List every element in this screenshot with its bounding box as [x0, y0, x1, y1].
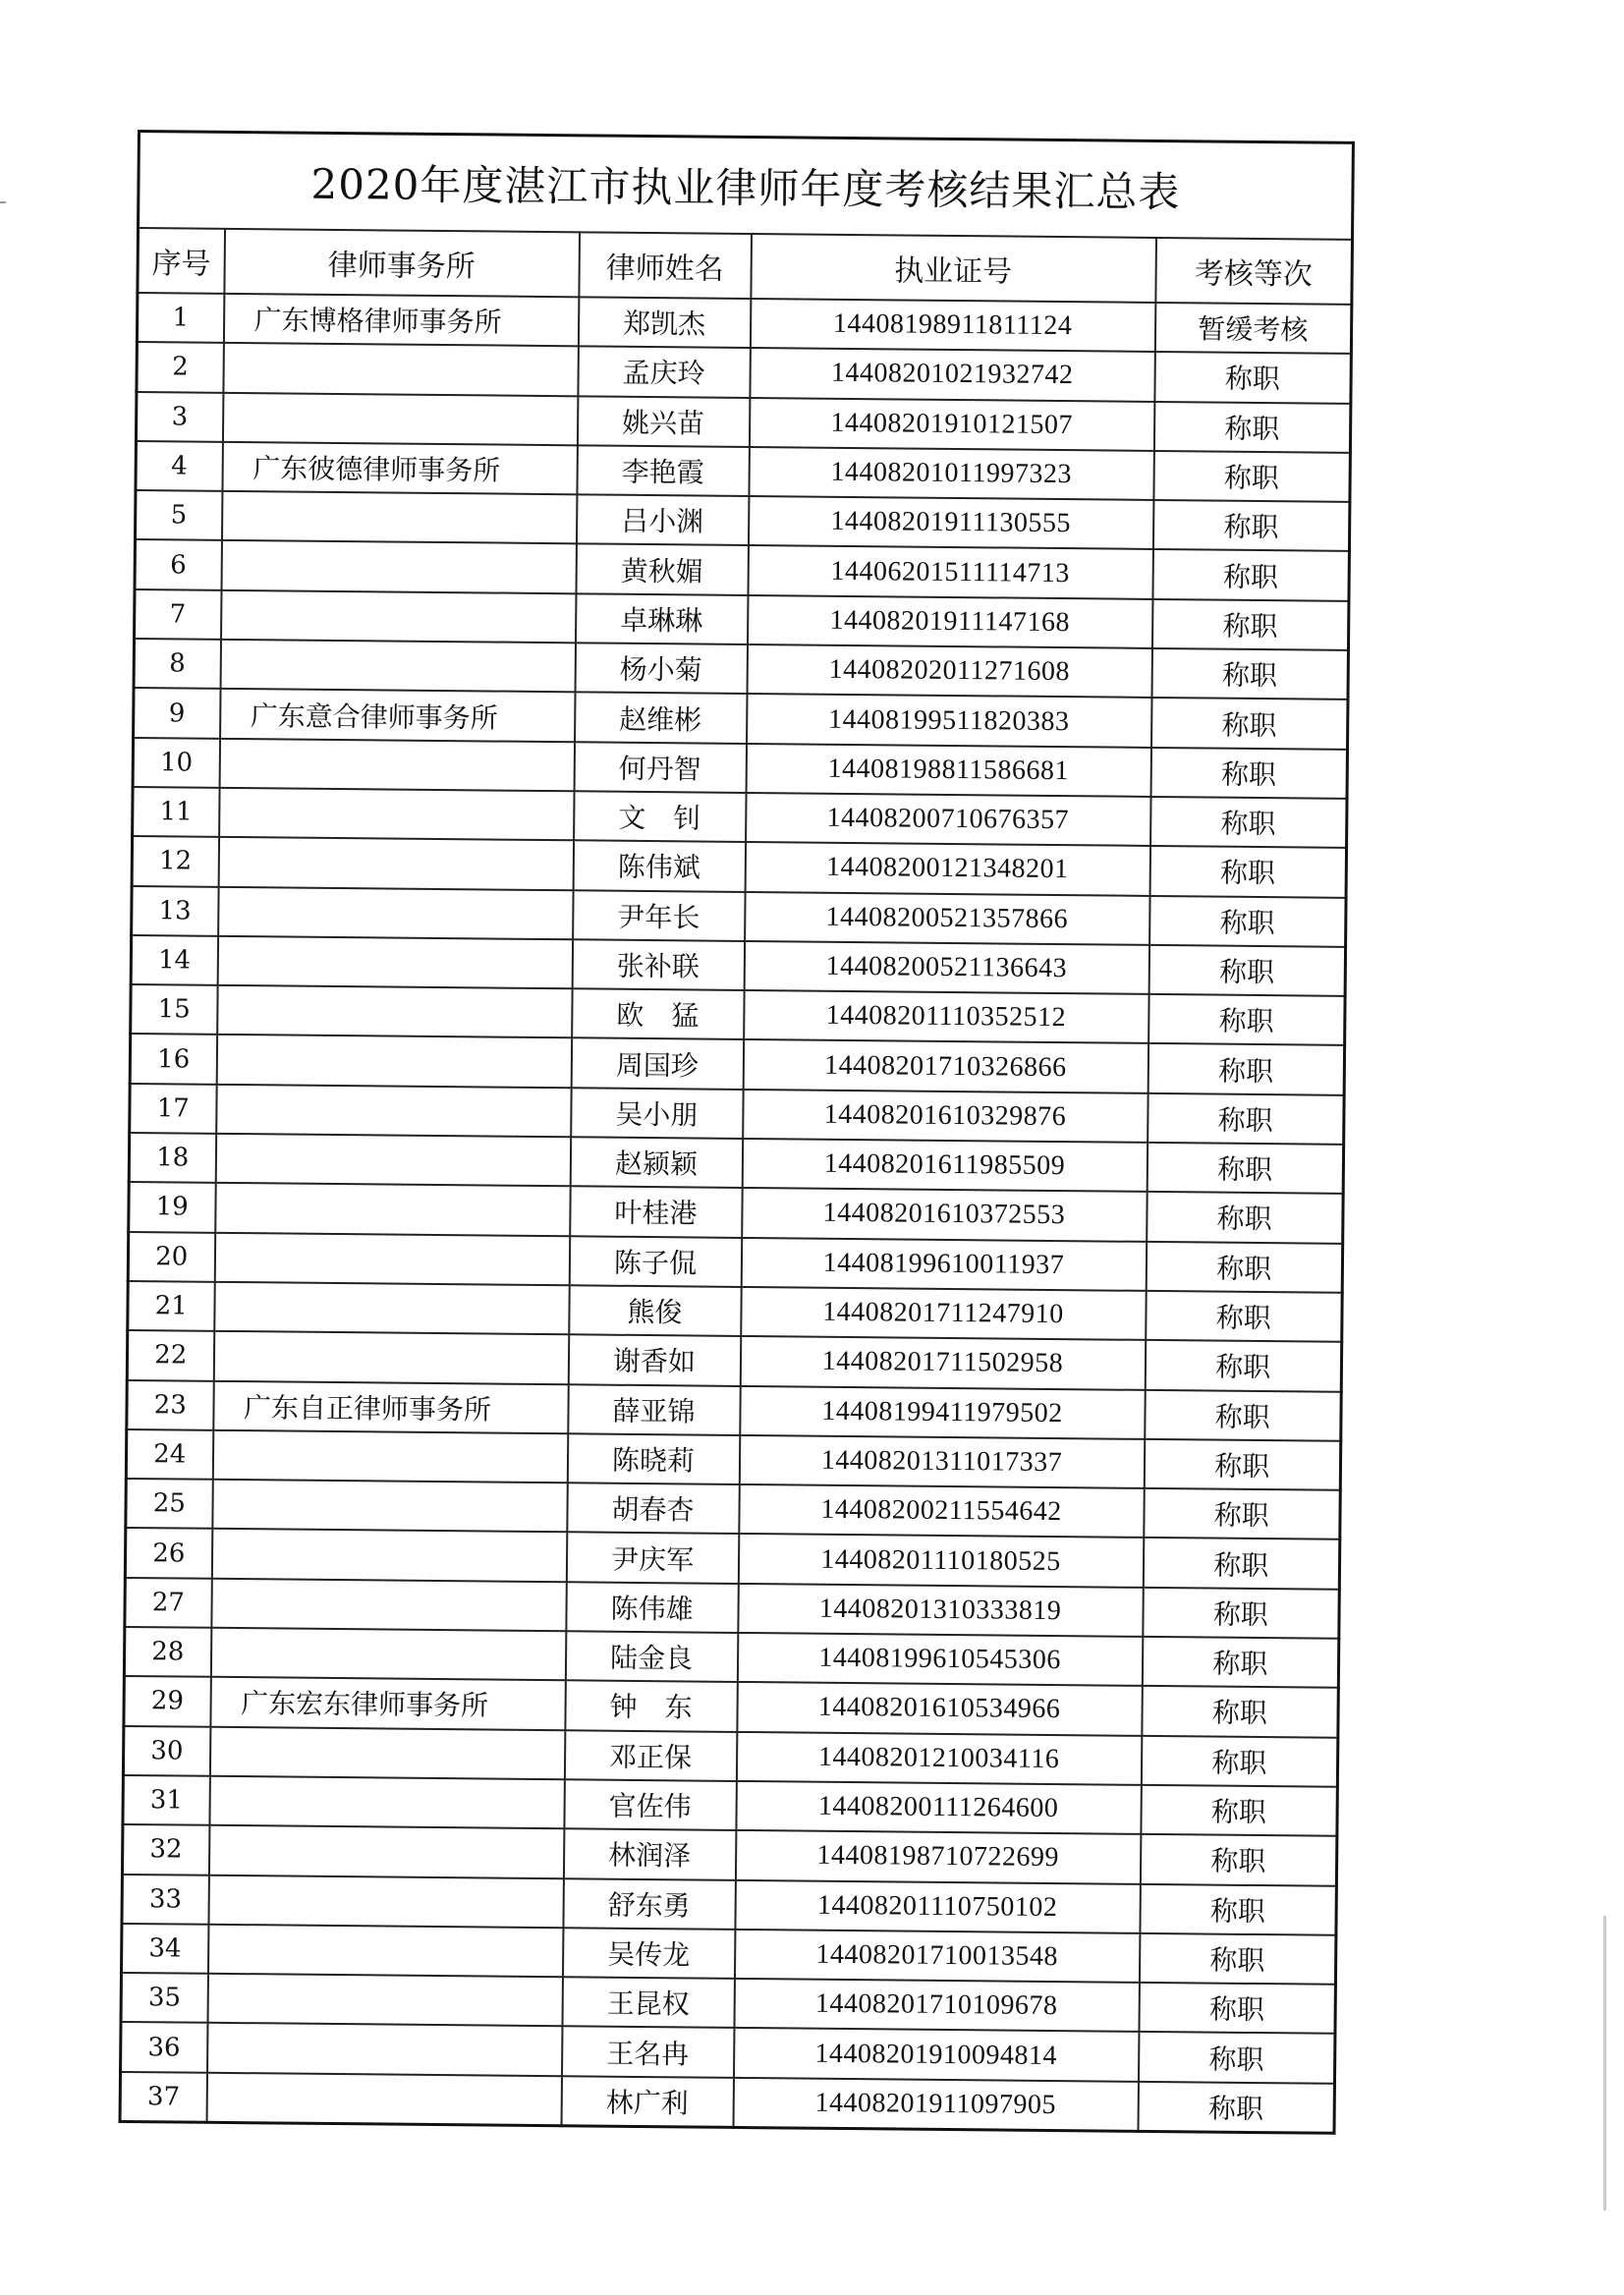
- row-seq: 25: [126, 1479, 212, 1529]
- row-lawyer-name: 胡春杏: [567, 1483, 739, 1534]
- row-license-number: 14408198811586681: [746, 744, 1150, 797]
- row-grade: 称职: [1140, 1834, 1336, 1885]
- row-grade: 称职: [1138, 2032, 1334, 2083]
- row-seq: 19: [129, 1182, 215, 1232]
- row-firm: 广东彼德律师事务所: [222, 442, 577, 495]
- row-firm: [210, 1628, 565, 1681]
- row-lawyer-name: 王昆权: [562, 1977, 734, 2028]
- row-seq: 5: [135, 490, 221, 540]
- row-lawyer-name: 薛亚锦: [568, 1384, 740, 1435]
- row-firm: [222, 392, 577, 445]
- row-grade: 称职: [1150, 748, 1347, 799]
- row-firm: 广东自正律师事务所: [213, 1380, 568, 1433]
- row-grade: 称职: [1147, 1143, 1343, 1194]
- row-seq: 20: [128, 1232, 214, 1282]
- row-firm: [211, 1529, 566, 1582]
- row-grade: 称职: [1138, 2082, 1334, 2134]
- row-firm: [212, 1430, 567, 1483]
- row-lawyer-name: 黄秋媚: [576, 544, 748, 595]
- row-grade: 称职: [1149, 846, 1346, 897]
- row-seq: 4: [136, 441, 222, 491]
- row-seq: 17: [130, 1084, 216, 1134]
- row-lawyer-name: 陆金良: [565, 1631, 737, 1682]
- row-grade: 称职: [1153, 402, 1350, 453]
- row-seq: 31: [123, 1775, 209, 1825]
- row-grade: 称职: [1141, 1785, 1337, 1836]
- row-license-number: 14408201911147168: [747, 595, 1151, 648]
- row-firm: [207, 1925, 562, 1978]
- row-seq: 37: [120, 2072, 206, 2123]
- row-firm: [217, 985, 572, 1038]
- row-lawyer-name: 吴传龙: [562, 1928, 734, 1979]
- row-firm: [215, 1183, 570, 1236]
- row-seq: 7: [135, 589, 221, 640]
- row-lawyer-name: 李艳霞: [577, 445, 749, 496]
- row-grade: 称职: [1152, 500, 1349, 551]
- row-firm: [206, 2072, 561, 2125]
- row-license-number: 14408198710722699: [735, 1830, 1140, 1883]
- row-seq: 3: [136, 392, 222, 442]
- row-firm: [219, 739, 574, 792]
- row-firm: [221, 590, 576, 644]
- row-license-number: 14408199610545306: [737, 1633, 1142, 1686]
- scan-edge-mark: [0, 201, 6, 203]
- row-license-number: 14408201610534966: [737, 1682, 1142, 1735]
- row-seq: 26: [125, 1528, 211, 1578]
- row-grade: 称职: [1153, 451, 1350, 502]
- row-firm: [207, 2023, 562, 2076]
- row-seq: 33: [122, 1874, 208, 1924]
- row-firm: [220, 640, 575, 693]
- row-seq: 22: [127, 1330, 213, 1380]
- header-firm: 律师事务所: [224, 229, 580, 297]
- row-firm: [221, 540, 576, 593]
- row-license-number: 14408201710013548: [734, 1930, 1139, 1983]
- row-firm: [209, 1726, 564, 1779]
- row-lawyer-name: 林广利: [561, 2076, 733, 2127]
- row-grade: 称职: [1145, 1389, 1341, 1440]
- row-seq: 18: [129, 1133, 215, 1183]
- row-seq: 35: [121, 1973, 207, 2023]
- row-grade: 称职: [1140, 1883, 1336, 1934]
- row-firm: [218, 837, 573, 890]
- row-firm: [223, 343, 578, 396]
- row-seq: 29: [124, 1676, 210, 1726]
- row-grade: 称职: [1147, 1192, 1343, 1243]
- row-seq: 28: [124, 1627, 210, 1677]
- assessment-table: [119, 130, 1355, 2135]
- row-firm: 广东意合律师事务所: [220, 689, 575, 742]
- row-license-number: 14408201110180525: [738, 1534, 1143, 1587]
- row-seq: 12: [132, 836, 218, 886]
- table-row: [120, 2072, 1334, 2134]
- row-lawyer-name: 陈子侃: [569, 1236, 741, 1287]
- row-license-number: 14408201911130555: [748, 496, 1152, 549]
- row-grade: 称职: [1143, 1538, 1339, 1589]
- row-license-number: 14408202011271608: [747, 644, 1151, 698]
- row-license-number: 14408199610011937: [741, 1238, 1146, 1291]
- row-seq: 9: [134, 688, 220, 738]
- row-grade: 称职: [1148, 1093, 1344, 1145]
- row-grade: 称职: [1151, 599, 1348, 650]
- row-lawyer-name: 钟 东: [565, 1681, 737, 1732]
- row-lawyer-name: 林润泽: [563, 1828, 735, 1879]
- row-firm: 广东博格律师事务所: [223, 294, 578, 347]
- row-firm: 广东宏东律师事务所: [210, 1677, 565, 1730]
- row-lawyer-name: 赵维彬: [575, 693, 747, 744]
- row-lawyer-name: 谢香如: [568, 1335, 740, 1386]
- row-seq: 23: [127, 1379, 213, 1429]
- row-firm: [214, 1232, 569, 1285]
- row-lawyer-name: 尹年长: [573, 890, 745, 941]
- row-license-number: 14408201710326866: [743, 1039, 1148, 1092]
- row-firm: [208, 1825, 563, 1878]
- row-license-number: 14408201711247910: [741, 1287, 1146, 1340]
- header-license: 执业证号: [751, 234, 1156, 303]
- row-lawyer-name: 叶桂港: [570, 1187, 742, 1238]
- row-firm: [218, 886, 573, 939]
- row-license-number: 14408200710676357: [746, 793, 1150, 846]
- row-firm: [213, 1331, 568, 1384]
- table-title: 2020年度湛江市执业律师年度考核结果汇总表: [139, 132, 1354, 240]
- row-lawyer-name: 文 钊: [574, 791, 746, 842]
- row-license-number: 14408201910121507: [749, 398, 1153, 451]
- row-license-number: 14408201910094814: [733, 2028, 1138, 2081]
- row-license-number: 14408200521357866: [745, 892, 1149, 945]
- row-seq: 8: [134, 639, 220, 689]
- row-grade: 称职: [1139, 1983, 1335, 2034]
- header-row: [138, 228, 1353, 305]
- row-license-number: 14408200211554642: [739, 1484, 1144, 1538]
- row-license-number: 14408201210034116: [736, 1732, 1141, 1785]
- row-grade: 称职: [1141, 1735, 1337, 1786]
- header-seq: 序号: [138, 228, 225, 294]
- row-lawyer-name: 吕小渊: [576, 494, 748, 545]
- table-body: [120, 293, 1352, 2133]
- row-license-number: 14408199411979502: [740, 1385, 1145, 1438]
- row-lawyer-name: 姚兴苗: [577, 396, 749, 447]
- row-lawyer-name: 欧 猛: [572, 988, 744, 1039]
- row-grade: 称职: [1145, 1340, 1341, 1391]
- row-lawyer-name: 王名冉: [562, 2027, 734, 2078]
- row-seq: 24: [126, 1429, 212, 1480]
- row-license-number: 14408201911097905: [733, 2078, 1138, 2132]
- row-firm: [211, 1579, 566, 1632]
- row-license-number: 14408201611985509: [742, 1139, 1147, 1192]
- row-lawyer-name: 尹庆军: [566, 1533, 738, 1584]
- row-lawyer-name: 张补联: [572, 939, 744, 990]
- row-seq: 11: [133, 787, 219, 837]
- row-seq: 16: [130, 1034, 216, 1084]
- row-lawyer-name: 郑凯杰: [578, 297, 750, 348]
- row-grade: 称职: [1151, 648, 1348, 700]
- row-grade: 称职: [1148, 945, 1345, 996]
- row-grade: 称职: [1148, 1043, 1344, 1094]
- row-grade: 称职: [1142, 1686, 1338, 1737]
- row-seq: 34: [121, 1924, 207, 1974]
- row-grade: 称职: [1154, 352, 1351, 403]
- row-lawyer-name: 官佐伟: [564, 1779, 736, 1830]
- row-grade: 称职: [1146, 1242, 1342, 1293]
- results-sheet: [119, 130, 1352, 2135]
- row-seq: 1: [137, 293, 223, 343]
- row-license-number: 14408200121348201: [745, 842, 1149, 895]
- row-license-number: 14408200111264600: [736, 1781, 1141, 1834]
- row-seq: 13: [132, 886, 218, 936]
- row-license-number: 14406201511114713: [748, 545, 1152, 598]
- row-lawyer-name: 何丹智: [574, 742, 746, 793]
- row-grade: 称职: [1148, 994, 1345, 1045]
- row-seq: 6: [135, 539, 221, 589]
- row-license-number: 14408201610372553: [742, 1188, 1147, 1241]
- row-firm: [207, 1974, 562, 2027]
- row-firm: [219, 788, 574, 841]
- row-firm: [214, 1282, 569, 1335]
- row-seq: 15: [131, 984, 217, 1035]
- row-seq: 2: [137, 342, 223, 392]
- row-grade: 暂缓考核: [1154, 303, 1351, 354]
- row-grade: 称职: [1139, 1933, 1335, 1985]
- row-lawyer-name: 卓琳琳: [576, 593, 748, 644]
- row-grade: 称职: [1152, 549, 1349, 600]
- row-firm: [216, 1085, 571, 1138]
- row-license-number: 14408201021932742: [750, 348, 1154, 401]
- row-lawyer-name: 杨小菊: [575, 643, 747, 694]
- row-license-number: 14408201110750102: [735, 1879, 1140, 1932]
- row-firm: [217, 936, 572, 989]
- row-license-number: 14408201110352512: [744, 990, 1148, 1043]
- scan-edge-mark: [1603, 1916, 1606, 2211]
- row-seq: 10: [133, 738, 219, 788]
- header-name: 律师姓名: [579, 232, 752, 299]
- row-firm: [208, 1875, 563, 1928]
- row-grade: 称职: [1144, 1488, 1340, 1539]
- row-grade: 称职: [1150, 797, 1347, 848]
- row-seq: 36: [121, 2022, 207, 2072]
- row-seq: 32: [122, 1824, 208, 1875]
- row-firm: [221, 491, 576, 544]
- row-grade: 称职: [1146, 1291, 1342, 1342]
- row-firm: [215, 1134, 570, 1187]
- row-lawyer-name: 孟庆玲: [578, 347, 750, 398]
- row-seq: 27: [125, 1578, 211, 1628]
- row-lawyer-name: 邓正保: [564, 1730, 736, 1781]
- row-license-number: 14408201711502958: [740, 1336, 1145, 1389]
- row-lawyer-name: 周国珍: [571, 1038, 743, 1090]
- row-license-number: 14408200521136643: [744, 941, 1148, 994]
- row-lawyer-name: 陈伟斌: [573, 841, 745, 892]
- row-license-number: 14408199511820383: [747, 694, 1151, 747]
- row-grade: 称职: [1144, 1439, 1340, 1490]
- row-grade: 称职: [1143, 1588, 1339, 1639]
- row-license-number: 14408201011997323: [749, 447, 1153, 500]
- row-lawyer-name: 熊俊: [569, 1285, 741, 1336]
- row-grade: 称职: [1149, 895, 1346, 946]
- row-license-number: 14408201310333819: [738, 1584, 1143, 1637]
- row-lawyer-name: 吴小朋: [571, 1088, 743, 1139]
- header-grade: 考核等次: [1155, 238, 1353, 305]
- row-license-number: 14408201710109678: [734, 1979, 1139, 2032]
- row-lawyer-name: 陈伟雄: [566, 1582, 738, 1633]
- row-license-number: 14408201610329876: [743, 1090, 1148, 1143]
- row-license-number: 14408198911811124: [750, 299, 1154, 352]
- row-lawyer-name: 陈晓莉: [567, 1433, 739, 1484]
- row-firm: [216, 1035, 571, 1088]
- row-seq: 14: [131, 935, 217, 985]
- row-grade: 称职: [1142, 1637, 1338, 1688]
- row-seq: 30: [123, 1726, 209, 1776]
- row-grade: 称职: [1151, 698, 1348, 749]
- row-lawyer-name: 舒东勇: [563, 1878, 735, 1930]
- row-firm: [212, 1480, 567, 1533]
- row-license-number: 14408201311017337: [739, 1435, 1144, 1488]
- row-lawyer-name: 赵颍颖: [570, 1137, 742, 1188]
- row-seq: 21: [128, 1281, 214, 1331]
- row-firm: [209, 1776, 564, 1829]
